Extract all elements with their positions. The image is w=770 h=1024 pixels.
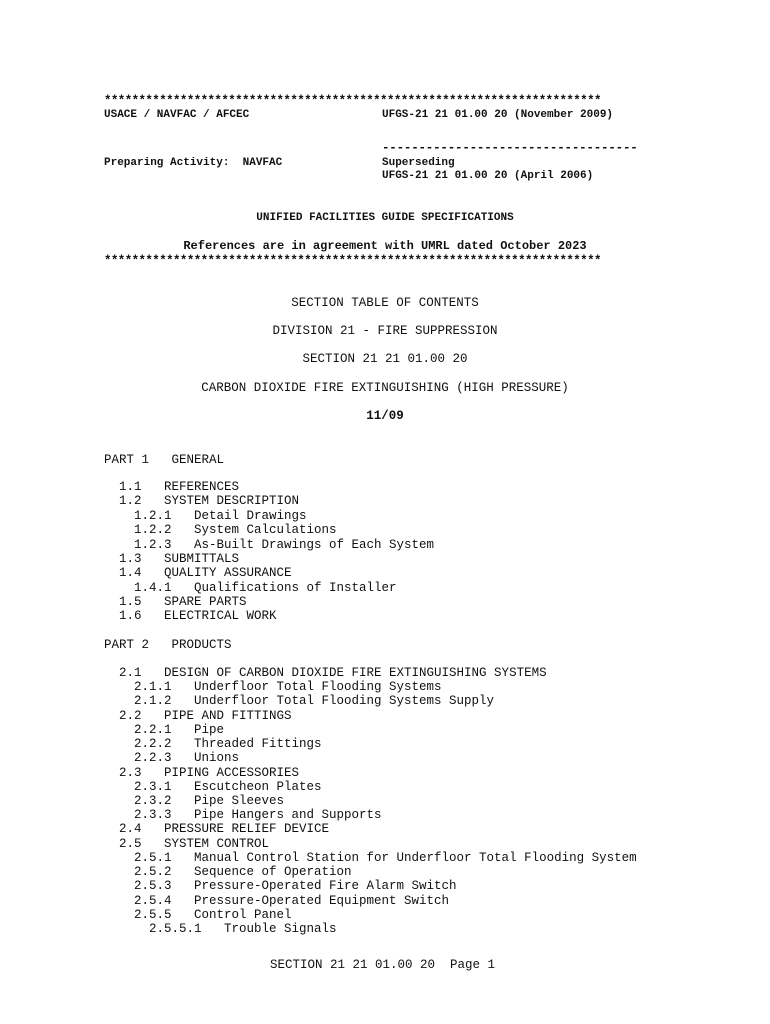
toc-entry: 2.5.5 Control Panel xyxy=(119,908,292,922)
page-footer: SECTION 21 21 01.00 20 Page 1 xyxy=(270,958,496,972)
toc-entry: 2.1.1 Underfloor Total Flooding Systems xyxy=(119,680,442,694)
section-number: SECTION 21 21 01.00 20 xyxy=(302,352,468,366)
toc-entry: 2.2.3 Unions xyxy=(119,751,240,765)
toc-entry: 2.5.1 Manual Control Station for Underfloor Total Flooding System xyxy=(119,851,637,865)
part-2-heading: PART 2 PRODUCTS xyxy=(104,638,232,652)
part-1-heading: PART 1 GENERAL xyxy=(104,453,225,467)
toc-entry: 1.4.1 Qualifications of Installer xyxy=(119,581,397,595)
toc-entry: 2.3.3 Pipe Hangers and Supports xyxy=(119,808,382,822)
toc-entry: 2.2.1 Pipe xyxy=(119,723,225,737)
toc-entry: 2.1.2 Underfloor Total Flooding Systems Supply xyxy=(119,694,495,708)
toc-entry: 2.5.4 Pressure-Operated Equipment Switch xyxy=(119,894,450,908)
toc-entry: 2.2.2 Threaded Fittings xyxy=(119,737,322,751)
toc-entry: 1.2.2 System Calculations xyxy=(119,523,337,537)
toc-title: SECTION TABLE OF CONTENTS xyxy=(291,296,479,310)
superseded-designation: UFGS-21 21 01.00 20 (April 2006) xyxy=(382,170,594,182)
toc-entry: 2.5.3 Pressure-Operated Fire Alarm Switch xyxy=(119,879,457,893)
toc-entry: 1.6 ELECTRICAL WORK xyxy=(119,609,277,623)
toc-entry: 2.5 SYSTEM CONTROL xyxy=(119,837,270,851)
section-subject: CARBON DIOXIDE FIRE EXTINGUISHING (HIGH PRESSURE) xyxy=(201,381,569,395)
asterisk-rule-top: ************************************************************************ xyxy=(104,94,601,108)
toc-entry: 1.2.1 Detail Drawings xyxy=(119,509,307,523)
toc-entry: 1.1 REFERENCES xyxy=(119,480,240,494)
toc-entry: 1.3 SUBMITTALS xyxy=(119,552,240,566)
toc-entry: 1.4 QUALITY ASSURANCE xyxy=(119,566,292,580)
asterisk-rule-bottom: ************************************************************************ xyxy=(104,254,601,268)
toc-entry: 2.3.1 Escutcheon Plates xyxy=(119,780,322,794)
organization-line: USACE / NAVFAC / AFCEC xyxy=(104,109,250,121)
division-title: DIVISION 21 - FIRE SUPPRESSION xyxy=(272,324,498,338)
toc-entry: 1.2.3 As-Built Drawings of Each System xyxy=(119,538,435,552)
dash-rule: ----------------------------------- xyxy=(382,141,638,155)
toc-entry: 2.5.2 Sequence of Operation xyxy=(119,865,352,879)
toc-entry: 2.2 PIPE AND FITTINGS xyxy=(119,709,292,723)
preparing-activity: Preparing Activity: NAVFAC xyxy=(104,157,283,169)
toc-entry: 2.3.2 Pipe Sleeves xyxy=(119,794,285,808)
superseding-label: Superseding xyxy=(382,157,455,169)
toc-entry: 2.4 PRESSURE RELIEF DEVICE xyxy=(119,822,330,836)
umrl-note: References are in agreement with UMRL dated October 2023 xyxy=(183,239,587,253)
guide-title: UNIFIED FACILITIES GUIDE SPECIFICATIONS xyxy=(256,212,514,224)
toc-entry: 1.2 SYSTEM DESCRIPTION xyxy=(119,494,300,508)
toc-entry: 2.3 PIPING ACCESSORIES xyxy=(119,766,300,780)
toc-entry: 1.5 SPARE PARTS xyxy=(119,595,247,609)
toc-entry: 2.1 DESIGN OF CARBON DIOXIDE FIRE EXTINGUISHING SYSTEMS xyxy=(119,666,547,680)
ufgs-designation: UFGS-21 21 01.00 20 (November 2009) xyxy=(382,109,614,121)
section-date: 11/09 xyxy=(366,409,404,423)
toc-entry: 2.5.5.1 Trouble Signals xyxy=(119,922,337,936)
